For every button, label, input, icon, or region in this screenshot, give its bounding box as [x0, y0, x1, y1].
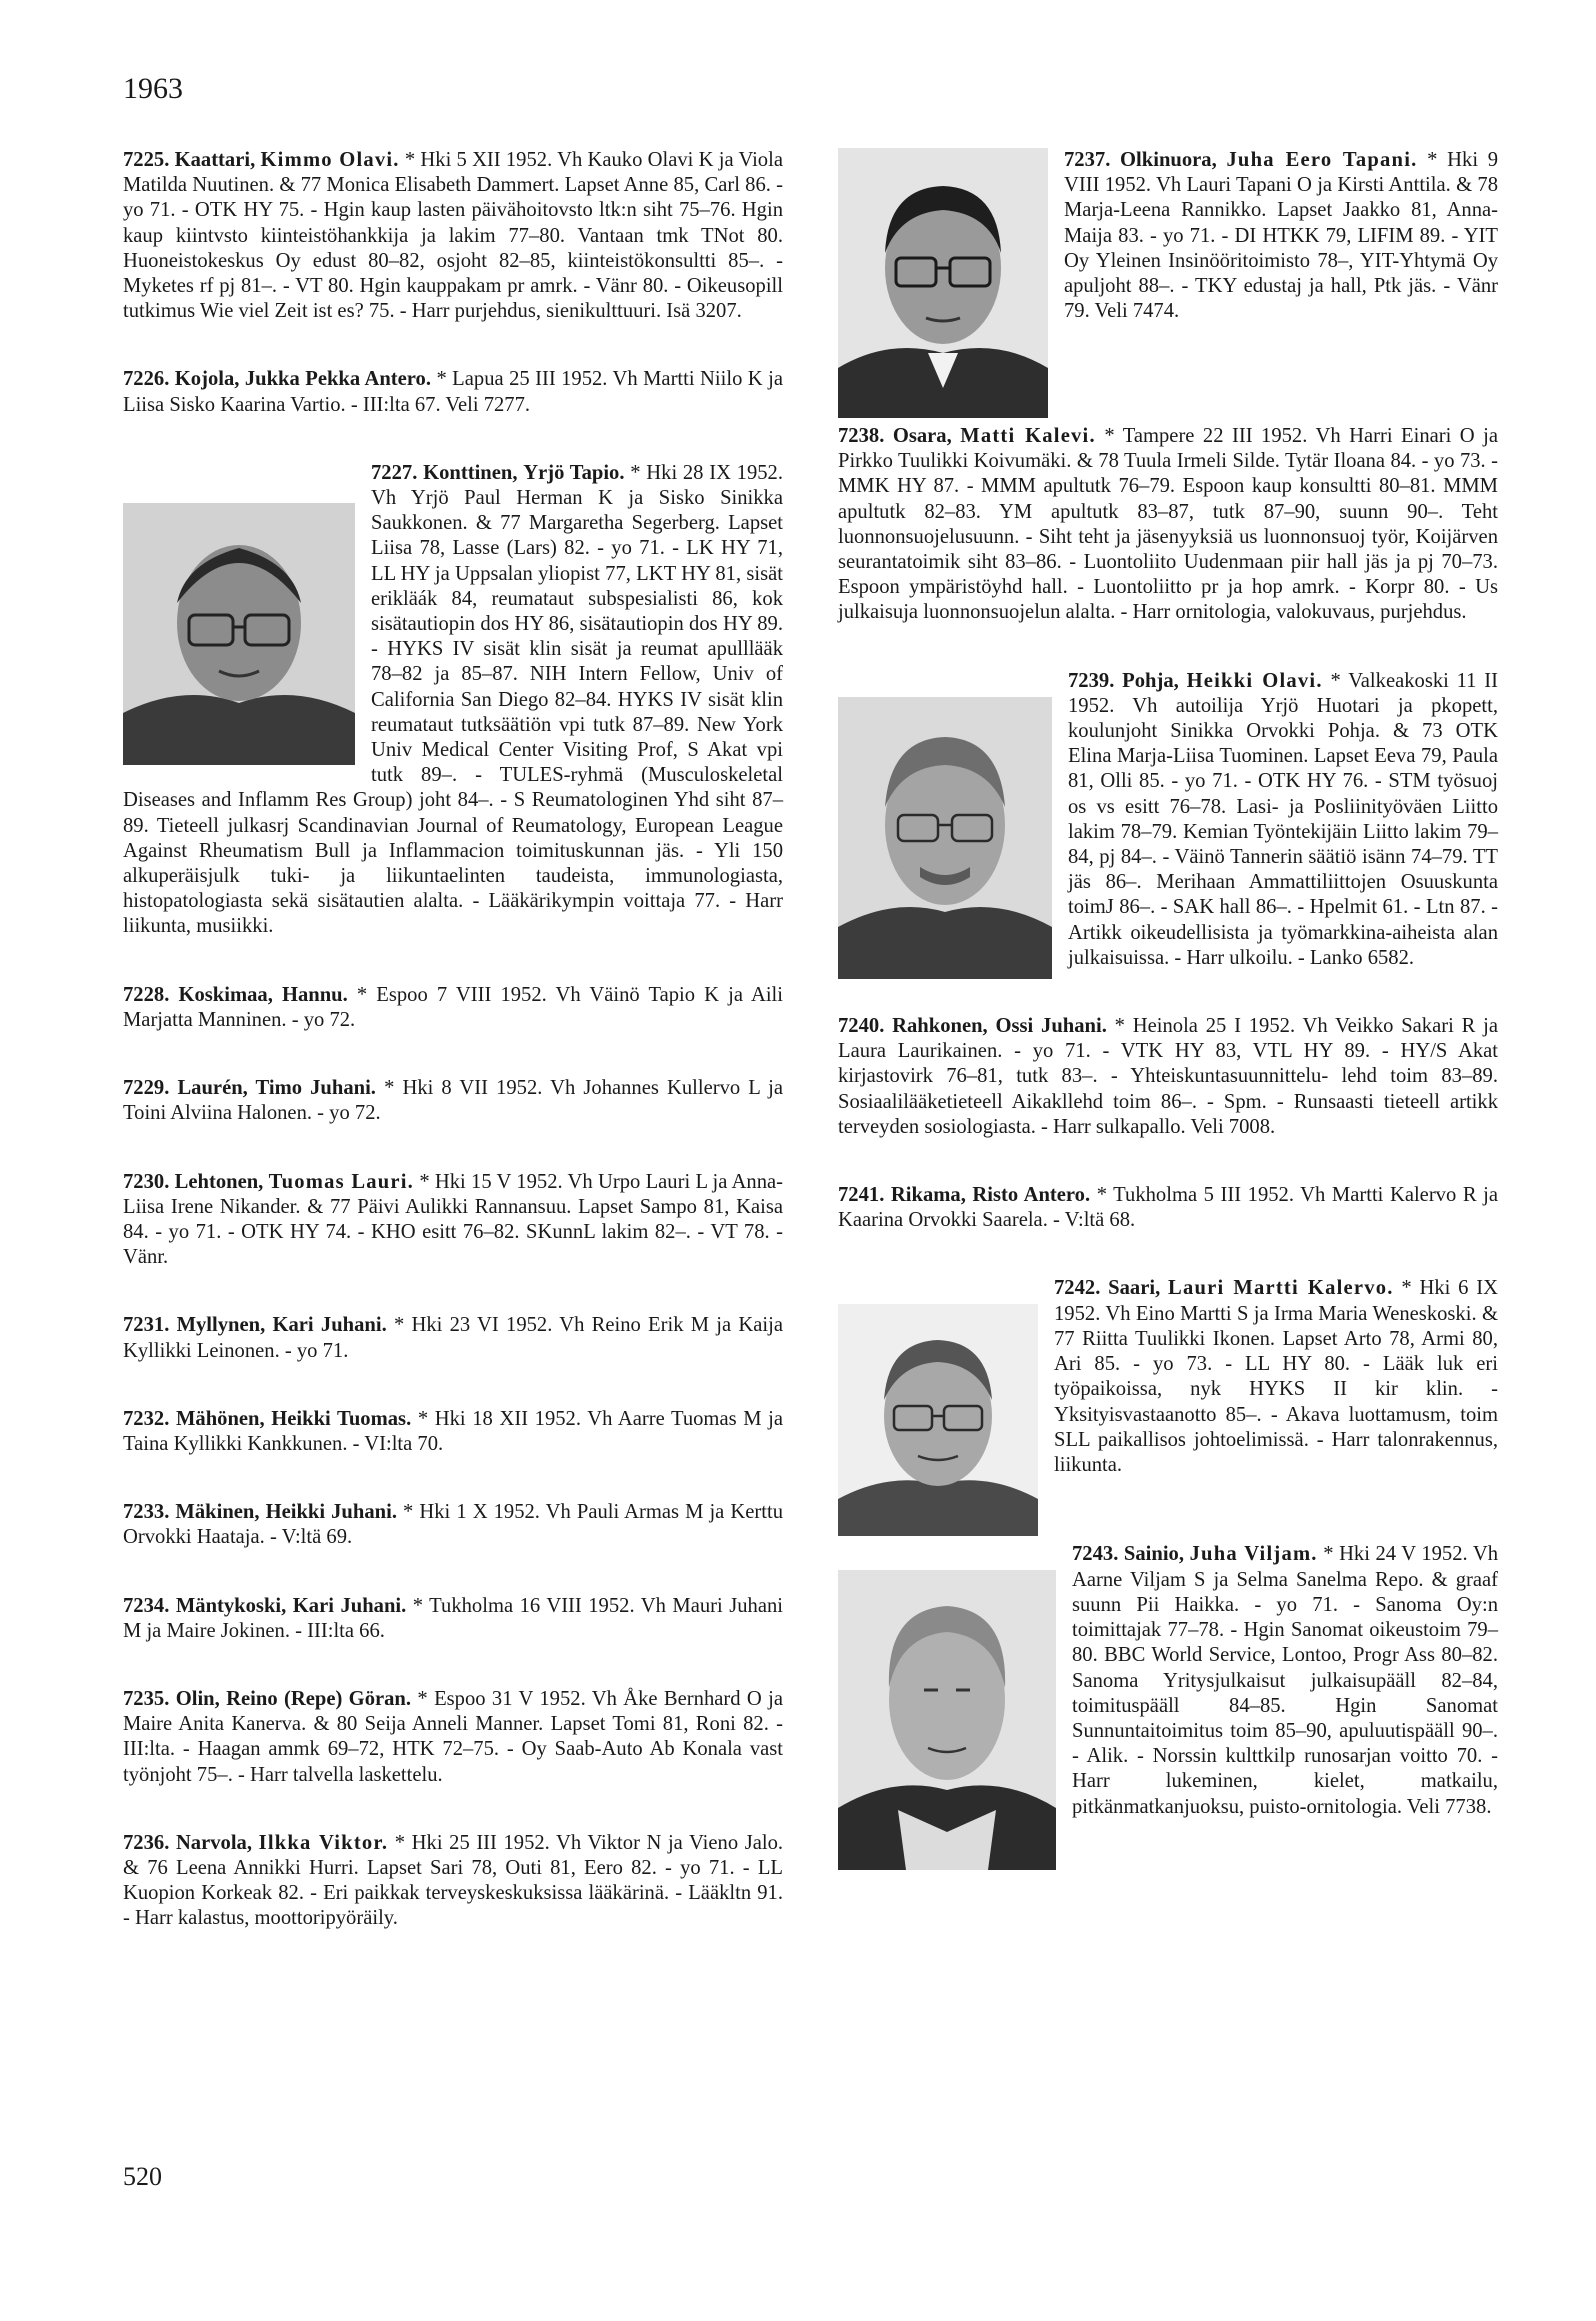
- right-column: [838, 148, 1498, 1876]
- entry-text: * Hki 25 III 1952. Vh Viktor N ja Vieno Jalo. & 76 Leena Annikki Hurri. Lapset Sari 78, Outi 81, Eero 82. - yo 71. - LL Kuopion Korkeak 82. - Eri paikkak terveyskeskuksissa lääkärinä. - Lääkltn 91. - Harr kalastus, moottoripyöräily.: [123, 1831, 784, 1930]
- entry-7227: [123, 461, 783, 940]
- entry-given-names: Lauri Martti Kalervo.: [1168, 1277, 1394, 1300]
- entry-given-names: Matti Kalevi.: [960, 425, 1096, 447]
- entry-surname: Lehtonen,: [174, 1170, 264, 1193]
- page-number: 520: [123, 2162, 162, 2191]
- entry-given-names: Tuomas Lauri.: [268, 1170, 415, 1193]
- entry-number: 7239.: [1068, 669, 1115, 692]
- entry-text: * Tampere 22 III 1952. Vh Harri Einari O ja Pirkko Tuulikki Koivumäki. & 78 Tuula Irmeli Silde. Tytär Iloana 84. - yo 73. - MMK HY 87. - MMM apultutk 76–79. Espoon kaup konsultti 80–81. MMM apultutk 82–83. YM apultutk 83–87, tutk 87–90, suunn 90–. Teht luonnonsuojelusuunn. - Siht teht ja jäsenyyksiä us luonnonsuoj työr, Koijärven seurantatoimik siht 83–86. - Luontoliito Uudenmaan piir hall jäs ja pj 70–73. Espoon ympäristöyhd hall. - Luontoliitto pr ja hop amrk. - Korpr 80. - Us julkaisuja luonnonsuojelun alalta. - Harr ornitologia, valokuvaus, purjehdus.: [838, 425, 1499, 624]
- entry-number: 7232.: [123, 1407, 170, 1430]
- portrait-image: [838, 148, 1048, 418]
- entry-number: 7230.: [123, 1170, 170, 1193]
- portrait-image: [123, 503, 355, 765]
- entry-number: 7241.: [838, 1184, 885, 1207]
- entry-text: * Hki 1 X 1952. Vh Pauli Armas M ja Kerttu Orvokki Haataja. - V:ltä 69.: [123, 1501, 783, 1549]
- entry-text: * Hki 8 VII 1952. Vh Johannes Kullervo L ja Toini Alviina Halonen. - yo 72.: [123, 1077, 784, 1125]
- page-year-header: 1963: [123, 72, 183, 105]
- entry-7235: [123, 1687, 783, 1788]
- entry-number: 7229.: [123, 1077, 170, 1100]
- entry-7236: [123, 1831, 783, 1932]
- entry-surname: Kaattari,: [174, 149, 256, 171]
- entry-surname: Konttinen,: [423, 461, 518, 484]
- entry-name: Mähönen, Heikki Tuomas.: [175, 1407, 412, 1430]
- entry-text: * Tukholma 5 III 1952. Vh Martti Kalervo R ja Kaarina Orvokki Saarela. - V:ltä 68.: [838, 1184, 1498, 1232]
- entry-name: Koskimaa, Hannu.: [178, 983, 348, 1006]
- entry-7230: [123, 1170, 783, 1271]
- entry-number: 7236.: [123, 1831, 170, 1854]
- entry-number: 7226.: [123, 368, 170, 391]
- entry-7237: [838, 148, 1498, 324]
- entry-text: * Hki 23 VI 1952. Vh Reino Erik M ja Kaija Kyllikki Leinonen. - yo 71.: [123, 1314, 783, 1362]
- entry-name: Mäkinen, Heikki Juhani.: [175, 1501, 397, 1524]
- entry-number: 7227.: [371, 461, 418, 484]
- left-column: [123, 148, 783, 1975]
- entry-7232: [123, 1407, 783, 1457]
- entry-7234: [123, 1594, 783, 1644]
- entry-given-names: Yrjö Tapio.: [523, 461, 625, 484]
- entry-surname: Saari,: [1108, 1277, 1161, 1300]
- entry-text: * Valkeakoski 11 II 1952. Vh autoilija Yrjö Huotari ja pkopett, koulunjoht Sinikka Orvokki Pohja. & 73 OTK Elina Marja-Liisa Tuominen. Lapset Eeva 79, Paula 81, Olli 85. - yo 71. - OTK HY 76. - STM työsuoj os vs esitt 76–78. Lasi- ja Posliinityöväen Liitto lakim 78–79. Kemian Työntekijäin Liitto lakim 79–84, pj 84–. - Väinö Tannerin säätiö isänn 74–79. TT jäs 86–. Merihaan Ammattiliittojen Osuuskunta toimJ 86–. - SAK hall 86–. - Hpelmit 61. - Ltn 87. - Artikk oikeudellisista ja työmarkkina-aiheista alan julkaisuissa. - Harr ulkoilu. - Lanko 6582.: [1068, 669, 1498, 969]
- entry-7229: [123, 1076, 783, 1126]
- entry-number: 7237.: [1064, 149, 1111, 171]
- entry-given-names: Juha Eero Tapani.: [1226, 149, 1418, 171]
- entry-surname: Sainio,: [1123, 1543, 1184, 1566]
- entry-surname: Osara,: [892, 425, 952, 447]
- entry-text: * Hki 15 V 1952. Vh Urpo Lauri L ja Anna-Liisa Irene Nikander. & 77 Päivi Aulikki Rannansuu. Lapset Sampo 81, Kaisa 84. - yo 71. - OTK HY 74. - KHO esitt 76–82. SKunnL lakim 82–. - VT 78. - Vänr.: [123, 1170, 784, 1269]
- entry-surname: Narvola,: [175, 1831, 253, 1854]
- entry-number: 7233.: [123, 1501, 170, 1524]
- entry-text: * Hki 28 IX 1952. Vh Yrjö Paul Herman K ja Sisko Sinikka Saukkonen. & 77 Margaretha Segerberg. Lapset Liisa 78, Lasse (Lars) 82. - yo 71. - LK HY 71, LL HY ja Uppsalan yliopist 77, LKT HY 81, sisät erikläák 84, reumataut subspesialisti 86, kok sisätautiopin dos HY 86, sisätautiopin dos HY 89. - HYKS IV sisät klin sisät ja reumat apulllääk 78–82 ja 85–87. NIH Intern Fellow, Univ of California San Diego 82–84. HYKS IV sisät klin reumataut tutksäätiön vpi tutk 87–89. New York Univ Medical Center Visiting Prof, S Akat vpi tutk 89–. - TULES-ryhmä (Musculoskeletal Diseases and Inflamm Res Group) joht 84–. - S Reumatologinen Yhd siht 87–89. Tieteell julkasrj Scandinavian Journal of Reumatology, European League Against Rheumatism Bull ja Inflammacion toimituskunnan jäs. - Yli 150 alkuperäisjulk tuki- ja liikuntaelinten taudeista, immunologiasta, histopatologiasta sekä sisätautien alalta. - Lääkärikympin voittaja 77. - Harr liikunta, musiikki.: [123, 461, 783, 938]
- entry-surname: Olkinuora,: [1120, 149, 1217, 171]
- entry-text: * Espoo 7 VIII 1952. Vh Väinö Tapio K ja Aili Marjatta Manninen. - yo 72.: [123, 983, 783, 1031]
- entry-number: 7231.: [123, 1314, 170, 1337]
- entry-name: Mäntykoski, Kari Juhani.: [175, 1594, 407, 1617]
- entry-given-names: Ilkka Viktor.: [258, 1831, 389, 1854]
- entry-number: 7225.: [123, 149, 170, 171]
- portrait-image: [838, 1570, 1056, 1870]
- entry-given-names: Heikki Olavi.: [1186, 669, 1323, 692]
- entry-7239: [838, 669, 1498, 971]
- portrait-photo: [838, 1570, 1056, 1870]
- entry-7226: [123, 367, 783, 417]
- entry-text: * Espoo 31 V 1952. Vh Åke Bernhard O ja Maire Anita Kanerva. & 80 Seija Anneli Manner. Lapset Tomi 81, Roni 82. - III:lta. - Haagan ammk 69–72, HTK 72–75. - Oy Saab-Auto Ab Konala vast työnjoht 75–. - Harr talvella laskettelu.: [123, 1687, 784, 1786]
- entry-number: 7243.: [1072, 1543, 1119, 1566]
- entry-text: * Hki 24 V 1952. Vh Aarne Viljam S ja Selma Sanelma Repo. & graaf suunn Pii Haikka. - yo 71. - Sanoma Oy:n toimittajak 77–78. - Hgin Sanomat oikeustoim 79–80. BBC World Service, Lontoo, Progr Ass 80–82. Sanoma Yritysjulkaisut julkaisupääll 82–84, toimituspääll 84–85. Hgin Sanomat Sunnuntaitoimitus toim 85–90, apuluutispääll 90–. - Alik. - Norssin kulttkilp runosarjan voitto 70. - Harr lukeminen, kielet, matkailu, pitkänmatkanjuoksu, puisto-ornitologia. Veli 7738.: [1072, 1543, 1499, 1818]
- entry-number: 7228.: [123, 983, 170, 1006]
- entry-text: * Lapua 25 III 1952. Vh Martti Niilo K ja Liisa Sisko Kaarina Vartio. - III:lta 67. Veli 7277.: [123, 368, 783, 416]
- entry-name: Rahkonen, Ossi Juhani.: [892, 1015, 1107, 1038]
- entry-text: * Hki 18 XII 1952. Vh Aarre Tuomas M ja Taina Kyllikki Kankkunen. - VI:lta 70.: [123, 1407, 784, 1455]
- entry-7243: [838, 1542, 1498, 1819]
- entry-name: Kojola, Jukka Pekka Antero.: [174, 368, 432, 391]
- entry-text: * Hki 9 VIII 1952. Vh Lauri Tapani O ja Kirsti Anttila. & 78 Marja-Leena Rannikko. Lapset Jaakko 81, Anna-Maija 83. - yo 71. - DI HTKK 79, LIFIM 89. - YIT Oy Yleinen Insinööritoimisto 78–, YIT-Yhtymä Oy apuljoht 88–. - TKY edustaj ja hall, Ptk jäs. - Vänr 79. Veli 7474.: [1064, 149, 1499, 323]
- entry-7233: [123, 1500, 783, 1550]
- entry-text: * Hki 6 IX 1952. Vh Eino Martti S ja Irma Maria Weneskoski. & 77 Riitta Tuulikki Ikonen. Lapset Arto 78, Armi 80, Ari 85. - yo 73. - LL HY 80. - Lääk luk eri työpaikoissa, nyk HYKS II kir klin. - Yksityisvastaanotto 85–. - Akava luottamusm, toim SLL paikallisos johtoelimissä. - Harr talonrakennus, liikunta.: [1054, 1277, 1498, 1476]
- portrait-photo: [838, 697, 1052, 979]
- entry-name: Laurén, Timo Juhani.: [177, 1077, 376, 1100]
- entry-text: * Tukholma 16 VIII 1952. Vh Mauri Juhani M ja Maire Jokinen. - III:lta 66.: [123, 1594, 783, 1642]
- entry-given-names: Kimmo Olavi.: [260, 149, 400, 171]
- entry-7240: [838, 1014, 1498, 1140]
- entry-number: 7242.: [1054, 1277, 1101, 1300]
- entry-name: Olin, Reino (Repe) Göran.: [175, 1687, 412, 1710]
- entry-text: * Hki 5 XII 1952. Vh Kauko Olavi K ja Viola Matilda Nuutinen. & 77 Monica Elisabeth Dammert. Lapset Anne 85, Carl 86. - yo 71. - OTK HY 75. - Hgin kaup lasten päivähoitovsto ltk:n siht 75–76. Hgin kaup kiintvsto kiinteistöhankkija ja lakim 77–80. Vantaan tmk TNot 80. Huoneistokeskus Oy edust 80–82, osjoht 82–85, kiinteistökonsultti 85–. - Myketes rf pj 81–. - VT 80. Hgin kauppakam pr amrk. - Vänr 80. - Oikeusopill tutkimus Wie viel Zeit ist es? 75. - Harr purjehdus, sienikulttuuri. Isä 3207.: [123, 149, 783, 323]
- portrait-image: [838, 697, 1052, 979]
- entry-name: Rikama, Risto Antero.: [890, 1184, 1091, 1207]
- entry-7241: [838, 1183, 1498, 1233]
- portrait-photo: [123, 503, 355, 765]
- portrait-photo: [838, 1304, 1038, 1536]
- entry-text: * Heinola 25 I 1952. Vh Veikko Sakari R ja Laura Laurikainen. - yo 71. - VTK HY 83, VTL HY 89. - HY/S Akat kirjastovirk 76–81, tutk 83–. - Yhteiskuntasuunnittelu- lehd toim 83–89. Sosiaalilääketieteell Aikakllehd toim 86–. - Spm. - Runsaasti tieteell artikk terveyden sosiologiasta. - Harr sulkapallo. Veli 7008.: [838, 1015, 1498, 1138]
- entry-7231: [123, 1313, 783, 1363]
- entry-name: Myllynen, Kari Juhani.: [176, 1314, 387, 1337]
- entry-given-names: Juha Viljam.: [1189, 1543, 1318, 1566]
- entry-number: 7234.: [123, 1594, 170, 1617]
- entry-number: 7238.: [838, 425, 885, 447]
- portrait-photo: [838, 148, 1048, 418]
- entry-number: 7240.: [838, 1015, 885, 1038]
- entry-surname: Pohja,: [1122, 669, 1179, 692]
- entry-7228: [123, 983, 783, 1033]
- entry-number: 7235.: [123, 1687, 170, 1710]
- entry-7242: [838, 1276, 1498, 1478]
- portrait-image: [838, 1304, 1038, 1536]
- entry-7238: [838, 424, 1498, 626]
- entry-7225: [123, 148, 783, 324]
